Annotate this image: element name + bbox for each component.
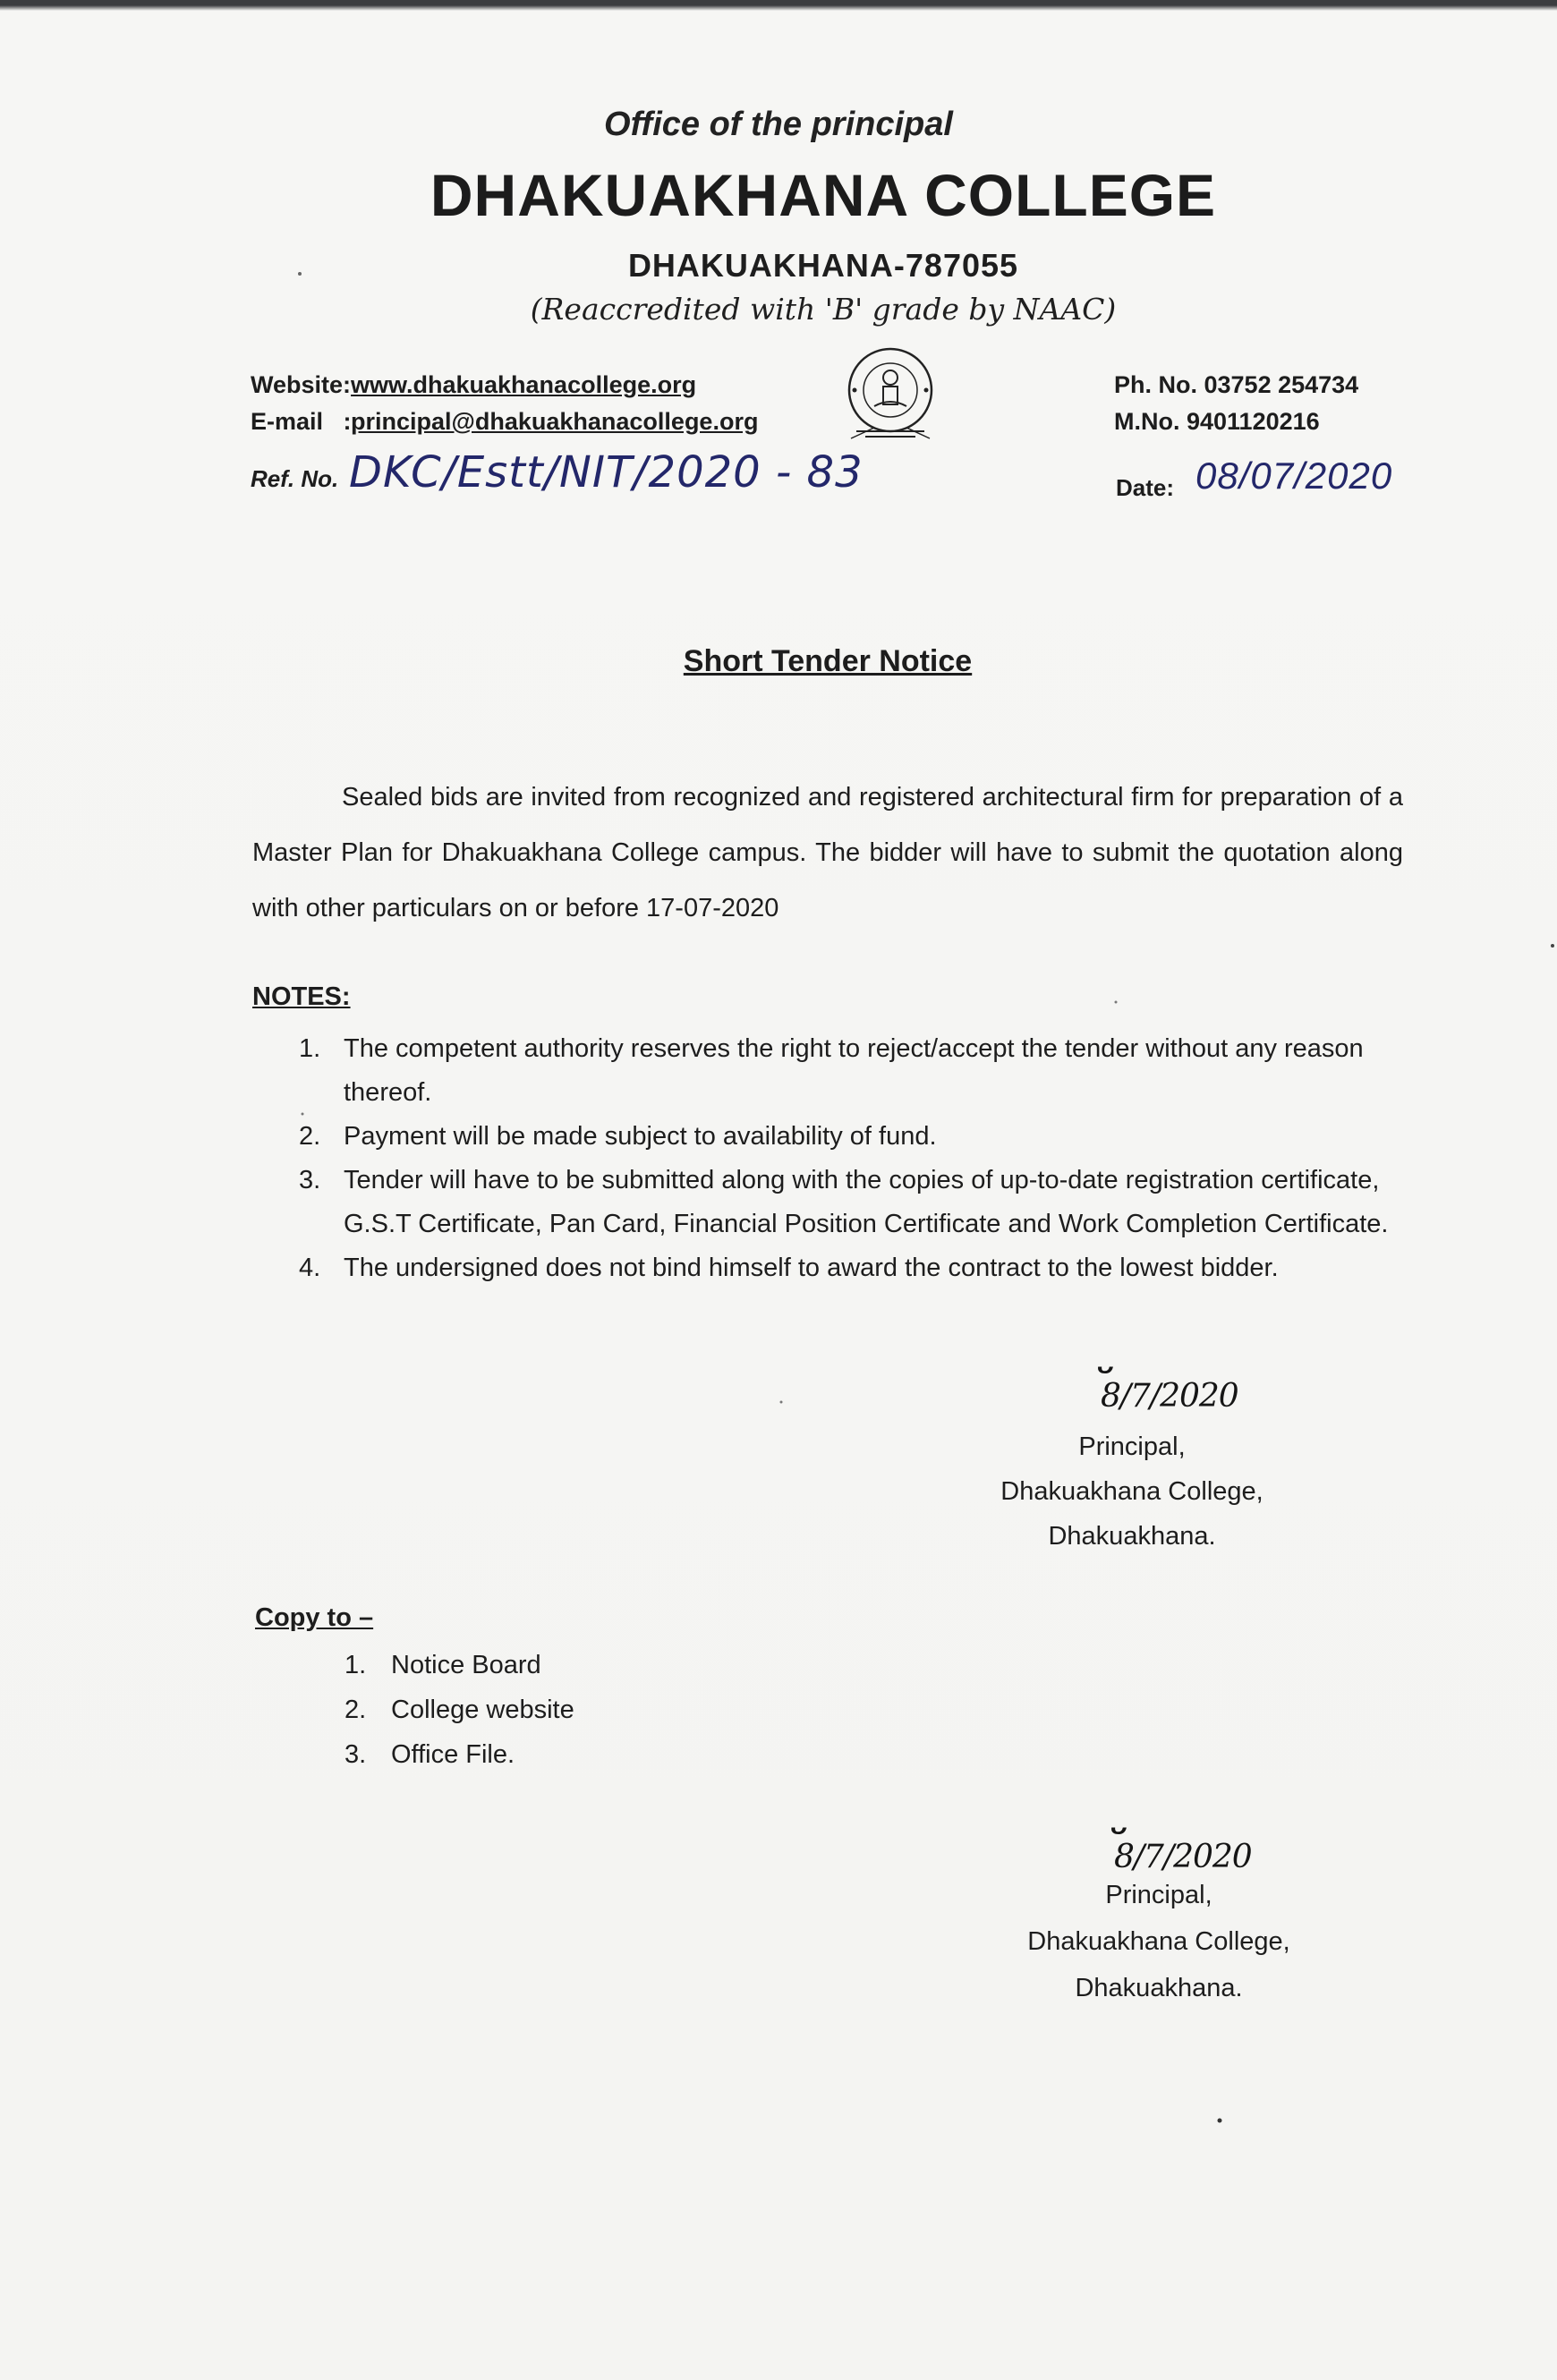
list-number: 2. (299, 1122, 321, 1151)
list-number: 1. (345, 1651, 367, 1679)
ref-no-label: Ref. No. (251, 465, 339, 492)
list-number: 4. (299, 1254, 321, 1282)
college-name: DHAKUAKHANA COLLEGE (430, 162, 1217, 228)
notice-body: Sealed bids are invited from recognized and registered architectural firm for preparation of a Master Plan for Dhakuakhana College campus. The bidder will have to submit the quotation along with other particulars on or before 17-07-2020 (252, 783, 1403, 922)
list-text: The undersigned does not bind himself to award the contract to the lowest bidder. (344, 1254, 1279, 1282)
notice-title: Short Tender Notice (683, 644, 973, 678)
date-handwritten: 08/07/2020 (1195, 455, 1393, 497)
college-address: DHAKUAKHANA-787055 (627, 247, 1019, 284)
website-link[interactable]: www.dhakuakhanacollege.org (351, 371, 697, 398)
list-number: 1. (299, 1034, 321, 1063)
list-number: 3. (345, 1740, 367, 1769)
signatory-title: Principal, (1105, 1881, 1212, 1909)
signatory-place: Dhakuakhana. (1075, 1974, 1243, 2002)
website-label: Website: (251, 371, 352, 398)
list-text: Payment will be made subject to availability of fund. (344, 1122, 937, 1151)
email-label: E-mail : (251, 408, 352, 435)
signatory-title: Principal, (1078, 1432, 1186, 1461)
signature-date-1: 8/7/2020 (1101, 1378, 1238, 1415)
signature-date-2: 8/7/2020 (1114, 1839, 1252, 1875)
list-text: College website (391, 1696, 574, 1724)
ref-no-handwritten: DKC/Estt/NIT/2020 - 83 (349, 447, 864, 497)
mobile-number: M.No. 9401120216 (1114, 408, 1320, 435)
list-number: 3. (299, 1166, 321, 1194)
office-heading: Office of the principal (604, 106, 953, 143)
accreditation-line: (Reaccredited with 'B' grade by NAAC) (530, 292, 1117, 327)
copy-to-title: Copy to – (255, 1603, 374, 1632)
list-text: Office File. (391, 1740, 515, 1769)
signatory-college: Dhakuakhana College, (1000, 1477, 1263, 1506)
email-link[interactable]: principal@dhakuakhanacollege.org (351, 408, 759, 435)
notes-title: NOTES: (252, 982, 351, 1011)
list-text: Tender will have to be submitted along with the copies of up-to-date registration certificate, G.S.T Certificate, Pan Card, Financial Position Certificate and Work Completion Certificate. (344, 1166, 1389, 1238)
list-number: 2. (345, 1696, 367, 1724)
list-text: The competent authority reserves the right to reject/accept the tender without any reason thereof. (344, 1034, 1364, 1107)
signatory-college: Dhakuakhana College, (1027, 1927, 1290, 1956)
list-text: Notice Board (391, 1651, 541, 1679)
phone-number: Ph. No. 03752 254734 (1114, 371, 1359, 398)
date-label: Date: (1116, 474, 1175, 501)
signatory-place: Dhakuakhana. (1048, 1522, 1216, 1551)
